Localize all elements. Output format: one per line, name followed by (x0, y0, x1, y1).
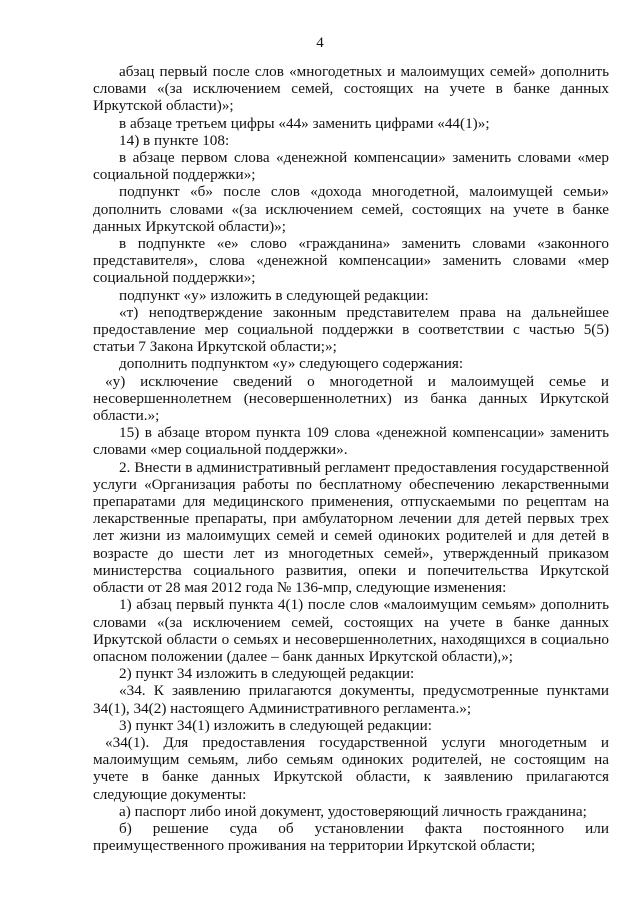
paragraph: б) решение суда об установлении факта постоянного или преимущественного проживания на территории Иркутской области; (93, 819, 609, 855)
paragraph: дополнить подпунктом «у» следующего содержания: (119, 355, 464, 373)
paragraph: 15) в абзаце втором пункта 109 слова «денежной компенсации» заменить словами «мер социальной поддержки». (93, 424, 609, 459)
paragraph: в абзаце третьем цифры «44» заменить цифрами «44(1)»; (119, 114, 490, 132)
paragraph: абзац первый после слов «многодетных и малоимущих семей» дополнить словами «(за исключением семей, состоящих на учете в банке данных Иркутской области)»; (93, 63, 609, 115)
paragraph: 14) в пункте 108: (119, 131, 230, 149)
paragraph: «у) исключение сведений о многодетной и малоимущей семье и несовершеннолетнем (несовершеннолетних) из банка данных Иркутской области.»; (93, 372, 609, 425)
paragraph: подпункт «у» изложить в следующей редакции: (119, 286, 429, 304)
paragraph: «34(1). Для предоставления государственной услуги многодетным и малоимущим семьям, либо семьям одиноких родителей, не состоящим на учете в банке данных Иркутской области, к заявлению прилагаются следующие документы: (93, 733, 609, 803)
paragraph: 3) пункт 34(1) изложить в следующей редакции: (119, 716, 432, 734)
paragraph: в абзаце первом слова «денежной компенсации» заменить словами «мер социальной поддержки»; (93, 149, 609, 184)
paragraph: 1) абзац первый пункта 4(1) после слов «малоимущим семьям» дополнить словами «(за исключением семей, состоящих на учете в банке данных Иркутской области о семьях и несовершеннолетних, находящихся в социально опасном положении (далее – банк данных Иркутской области),»; (93, 596, 609, 665)
document-body (93, 63, 609, 854)
page-number: 4 (316, 35, 324, 51)
paragraph: а) паспорт либо иной документ, удостоверяющий личность гражданина; (119, 802, 587, 820)
paragraph: 2) пункт 34 изложить в следующей редакции: (119, 665, 415, 683)
paragraph: «т) неподтверждение законным представителем права на дальнейшее предоставление мер социальной поддержки в соответствии с частью 5(5) статьи 7 Закона Иркутской области;»; (93, 303, 609, 356)
paragraph: в подпункте «е» слово «гражданина» заменить словами «законного представителя», слова «денежной компенсации» заменить словами «мер социальной поддержки»; (93, 235, 609, 287)
paragraph: «34. К заявлению прилагаются документы, предусмотренные пунктами 34(1), 34(2) настоящего Административного регламента.»; (93, 682, 609, 717)
paragraph: 2. Внести в административный регламент предоставления государственной услуги «Организация работы по бесплатному обеспечению лекарственными препаратами для медицинского применения, отпускаемыми по рецептам на лекарственные препараты, при амбулаторном лечении для детей первых трех лет жизни из малоимущих семей и семей одиноких родителей и для детей в возрасте до шести лет из многодетных семей», утвержденный приказом министерства социального развития, опеки и попечительства Иркутской области от 28 мая 2012 года № 136-мпр, следующие изменения: (93, 458, 609, 597)
paragraph: подпункт «б» после слов «дохода многодетной, малоимущей семьи» дополнить словами «(за исключением семей, состоящих на учете в банке данных Иркутской области)»; (93, 183, 609, 235)
